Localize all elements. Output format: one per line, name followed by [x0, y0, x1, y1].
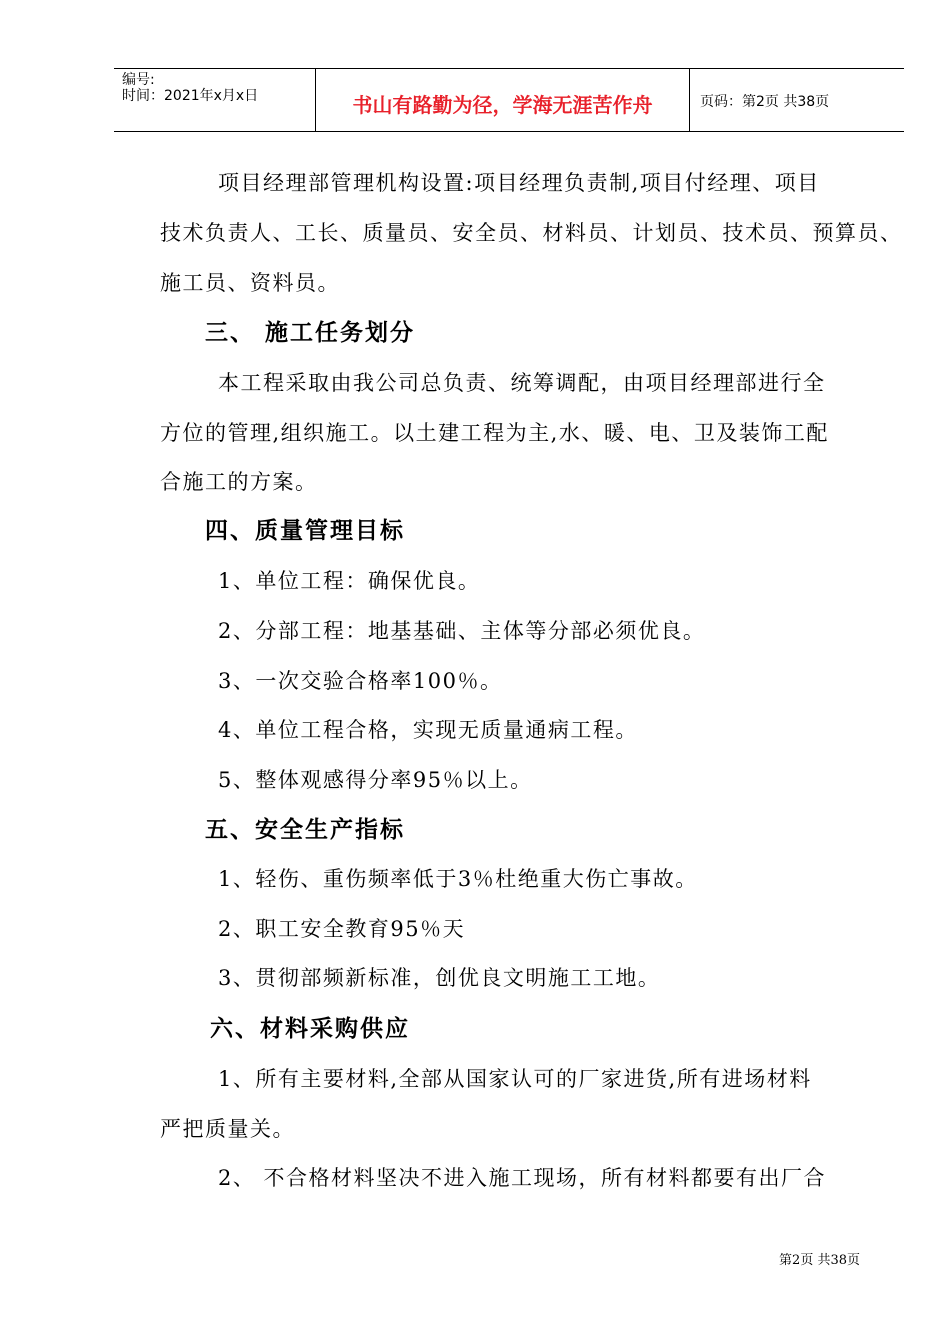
paragraph-line: 本工程采取由我公司总负责、统筹调配，由项目经理部进行全	[218, 371, 826, 395]
section-heading: 四、质量管理目标	[205, 518, 405, 544]
paragraph-line: 施工员、资料员。	[160, 271, 340, 295]
list-item: 2、职工安全教育95％天	[218, 917, 466, 941]
section-heading: 六、材料采购供应	[210, 1016, 410, 1042]
page-header	[114, 68, 904, 132]
motto: 书山有路勤为径，学海无涯苦作舟	[352, 93, 653, 117]
list-item: 3、贯彻部频新标准，创优良文明施工工地。	[218, 966, 661, 990]
paragraph-line: 方位的管理,组织施工。以土建工程为主,水、暖、电、卫及装饰工配	[160, 421, 829, 445]
header-meta-cell	[114, 69, 316, 131]
list-item: 1、轻伤、重伤频率低于3％杜绝重大伤亡事故。	[218, 867, 698, 891]
header-page-info: 页码：第2页 共38页	[700, 94, 830, 110]
paragraph-line: 项目经理部管理机构设置:项目经理负责制,项目付经理、项目	[218, 171, 820, 195]
header-motto-cell	[316, 69, 690, 131]
list-item: 3、一次交验合格率100％。	[218, 669, 503, 693]
paragraph-line: 严把质量关。	[160, 1117, 295, 1141]
section-heading: 五、安全生产指标	[205, 817, 405, 843]
code-label: 编号:	[122, 72, 155, 88]
paragraph-line: 2、 不合格材料坚决不进入施工现场，所有材料都要有出厂合	[218, 1166, 827, 1190]
list-item: 4、单位工程合格，实现无质量通病工程。	[218, 718, 638, 742]
paragraph-line: 技术负责人、工长、质量员、安全员、材料员、计划员、技术员、预算员、	[160, 221, 903, 245]
paragraph-line: 1、所有主要材料,全部从国家认可的厂家进货,所有进场材料	[218, 1067, 812, 1091]
section-heading: 三、 施工任务划分	[205, 320, 416, 346]
paragraph-line: 合施工的方案。	[160, 470, 318, 494]
header-page-cell	[690, 69, 904, 131]
list-item: 2、分部工程：地基基础、主体等分部必须优良。	[218, 619, 706, 643]
list-item: 5、整体观感得分率95％以上。	[218, 768, 533, 792]
time-label: 时间：2021年x月x日	[122, 88, 259, 104]
list-item: 1、单位工程：确保优良。	[218, 569, 481, 593]
footer-page-info: 第2页 共38页	[779, 1253, 860, 1268]
